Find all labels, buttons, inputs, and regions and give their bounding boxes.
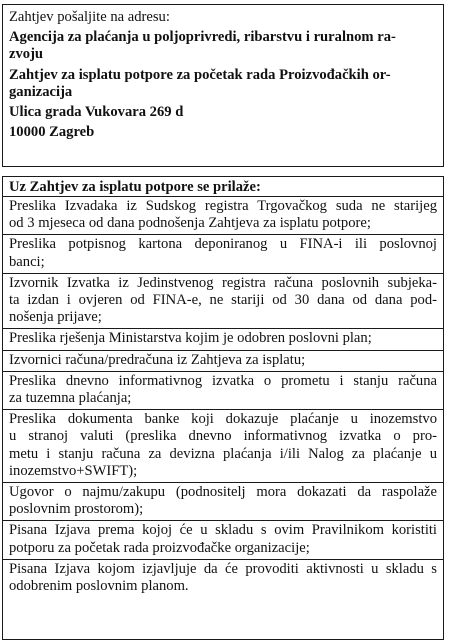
address-box — [2, 4, 444, 167]
attachment-item-line: Izvornik Izvatka iz Jedinstvenog registra računa poslovnih subjeka- — [9, 274, 437, 291]
attachments-table — [2, 176, 444, 640]
attachment-item-line: inozemstvo+SWIFT); — [9, 462, 138, 479]
attachment-item-line: ta izdan i ovjeren od FINA-e, ne stariji od 30 dana od dana pod- — [9, 292, 437, 309]
address-intro: Zahtjev pošaljite na adresu: — [9, 9, 170, 25]
attachment-item-line: za tuzemna plaćanja; — [9, 390, 132, 407]
attachment-item-line: Preslika potpisnog kartona deponiranog u FINA-i ili poslovnoj — [9, 236, 437, 253]
attachment-item-line: Ugovor o najmu/zakupu (podnositelj mora dokazati da raspolaže — [9, 484, 437, 501]
attachment-item — [3, 351, 443, 372]
attachment-item-line: Preslika Izvadaka iz Sudskog registra Trgovačkog suda ne starijeg — [9, 198, 437, 214]
attachment-item — [3, 410, 443, 483]
attachment-item — [3, 560, 443, 597]
agency-name-line-1: Agencija za plaćanja u poljoprivredi, ribarstvu i ruralnom ra- — [9, 29, 396, 46]
attachment-item-line: Izvornici računa/predračuna iz Zahtjeva za isplatu; — [9, 351, 306, 368]
attachment-item-line: Preslika dokumenta banke koji dokazuje plaćanje u inozemstvo — [9, 411, 437, 428]
subject-line-1: Zahtjev za isplatu potpore za početak rada Proizvođačkih or- — [9, 66, 391, 83]
agency-name-line-2: zvoju — [9, 46, 44, 63]
street-address: Ulica grada Vukovara 269 d — [9, 104, 184, 121]
attachment-item-line: nošenja prijave; — [9, 309, 102, 326]
subject-line-2: ganizacija — [9, 83, 73, 100]
attachment-item-line: Preslika rješenja Ministarstva kojim je odobren poslovni plan; — [9, 330, 372, 347]
attachment-item-line: metu i stanju računa za devizna plaćanja i/ili Nalog za plaćanje u — [9, 445, 437, 462]
attachment-item — [3, 197, 443, 235]
attachment-item — [3, 235, 443, 273]
attachment-item — [3, 329, 443, 350]
attachment-item-line: poslovnim prostorom); — [9, 501, 144, 518]
attachment-item-line: Pisana Izjava kojom izjavljuje da će provoditi aktivnosti u skladu s — [9, 560, 437, 577]
attachment-item-line: Pisana Izjava prema kojoj će u skladu s ovim Pravilnikom koristiti — [9, 522, 437, 539]
attachment-item-line: banci; — [9, 253, 45, 270]
attachment-item — [3, 274, 443, 330]
attachment-item-line: od 3 mjeseca od dana podnošenja Zahtjeva za isplatu potpore; — [9, 215, 371, 232]
attachments-list — [3, 197, 443, 597]
attachment-item-line: potporu za početak rada proizvođačke organizacije; — [9, 539, 310, 556]
attachment-item-line: odobrenim poslovnim planom. — [9, 578, 189, 595]
attachment-item-line: Preslika dnevno informativnog izvatka o prometu i stanju računa — [9, 372, 437, 389]
attachment-item — [3, 483, 443, 521]
attachment-item — [3, 372, 443, 410]
postal-city: 10000 Zagreb — [9, 124, 95, 141]
attachments-header: Uz Zahtjev za isplatu potpore se prilaže: — [3, 177, 443, 197]
attachment-item-line: u stranoj valuti (preslika dnevno informativnog izvatka o pro- — [9, 428, 437, 445]
attachment-item — [3, 521, 443, 559]
